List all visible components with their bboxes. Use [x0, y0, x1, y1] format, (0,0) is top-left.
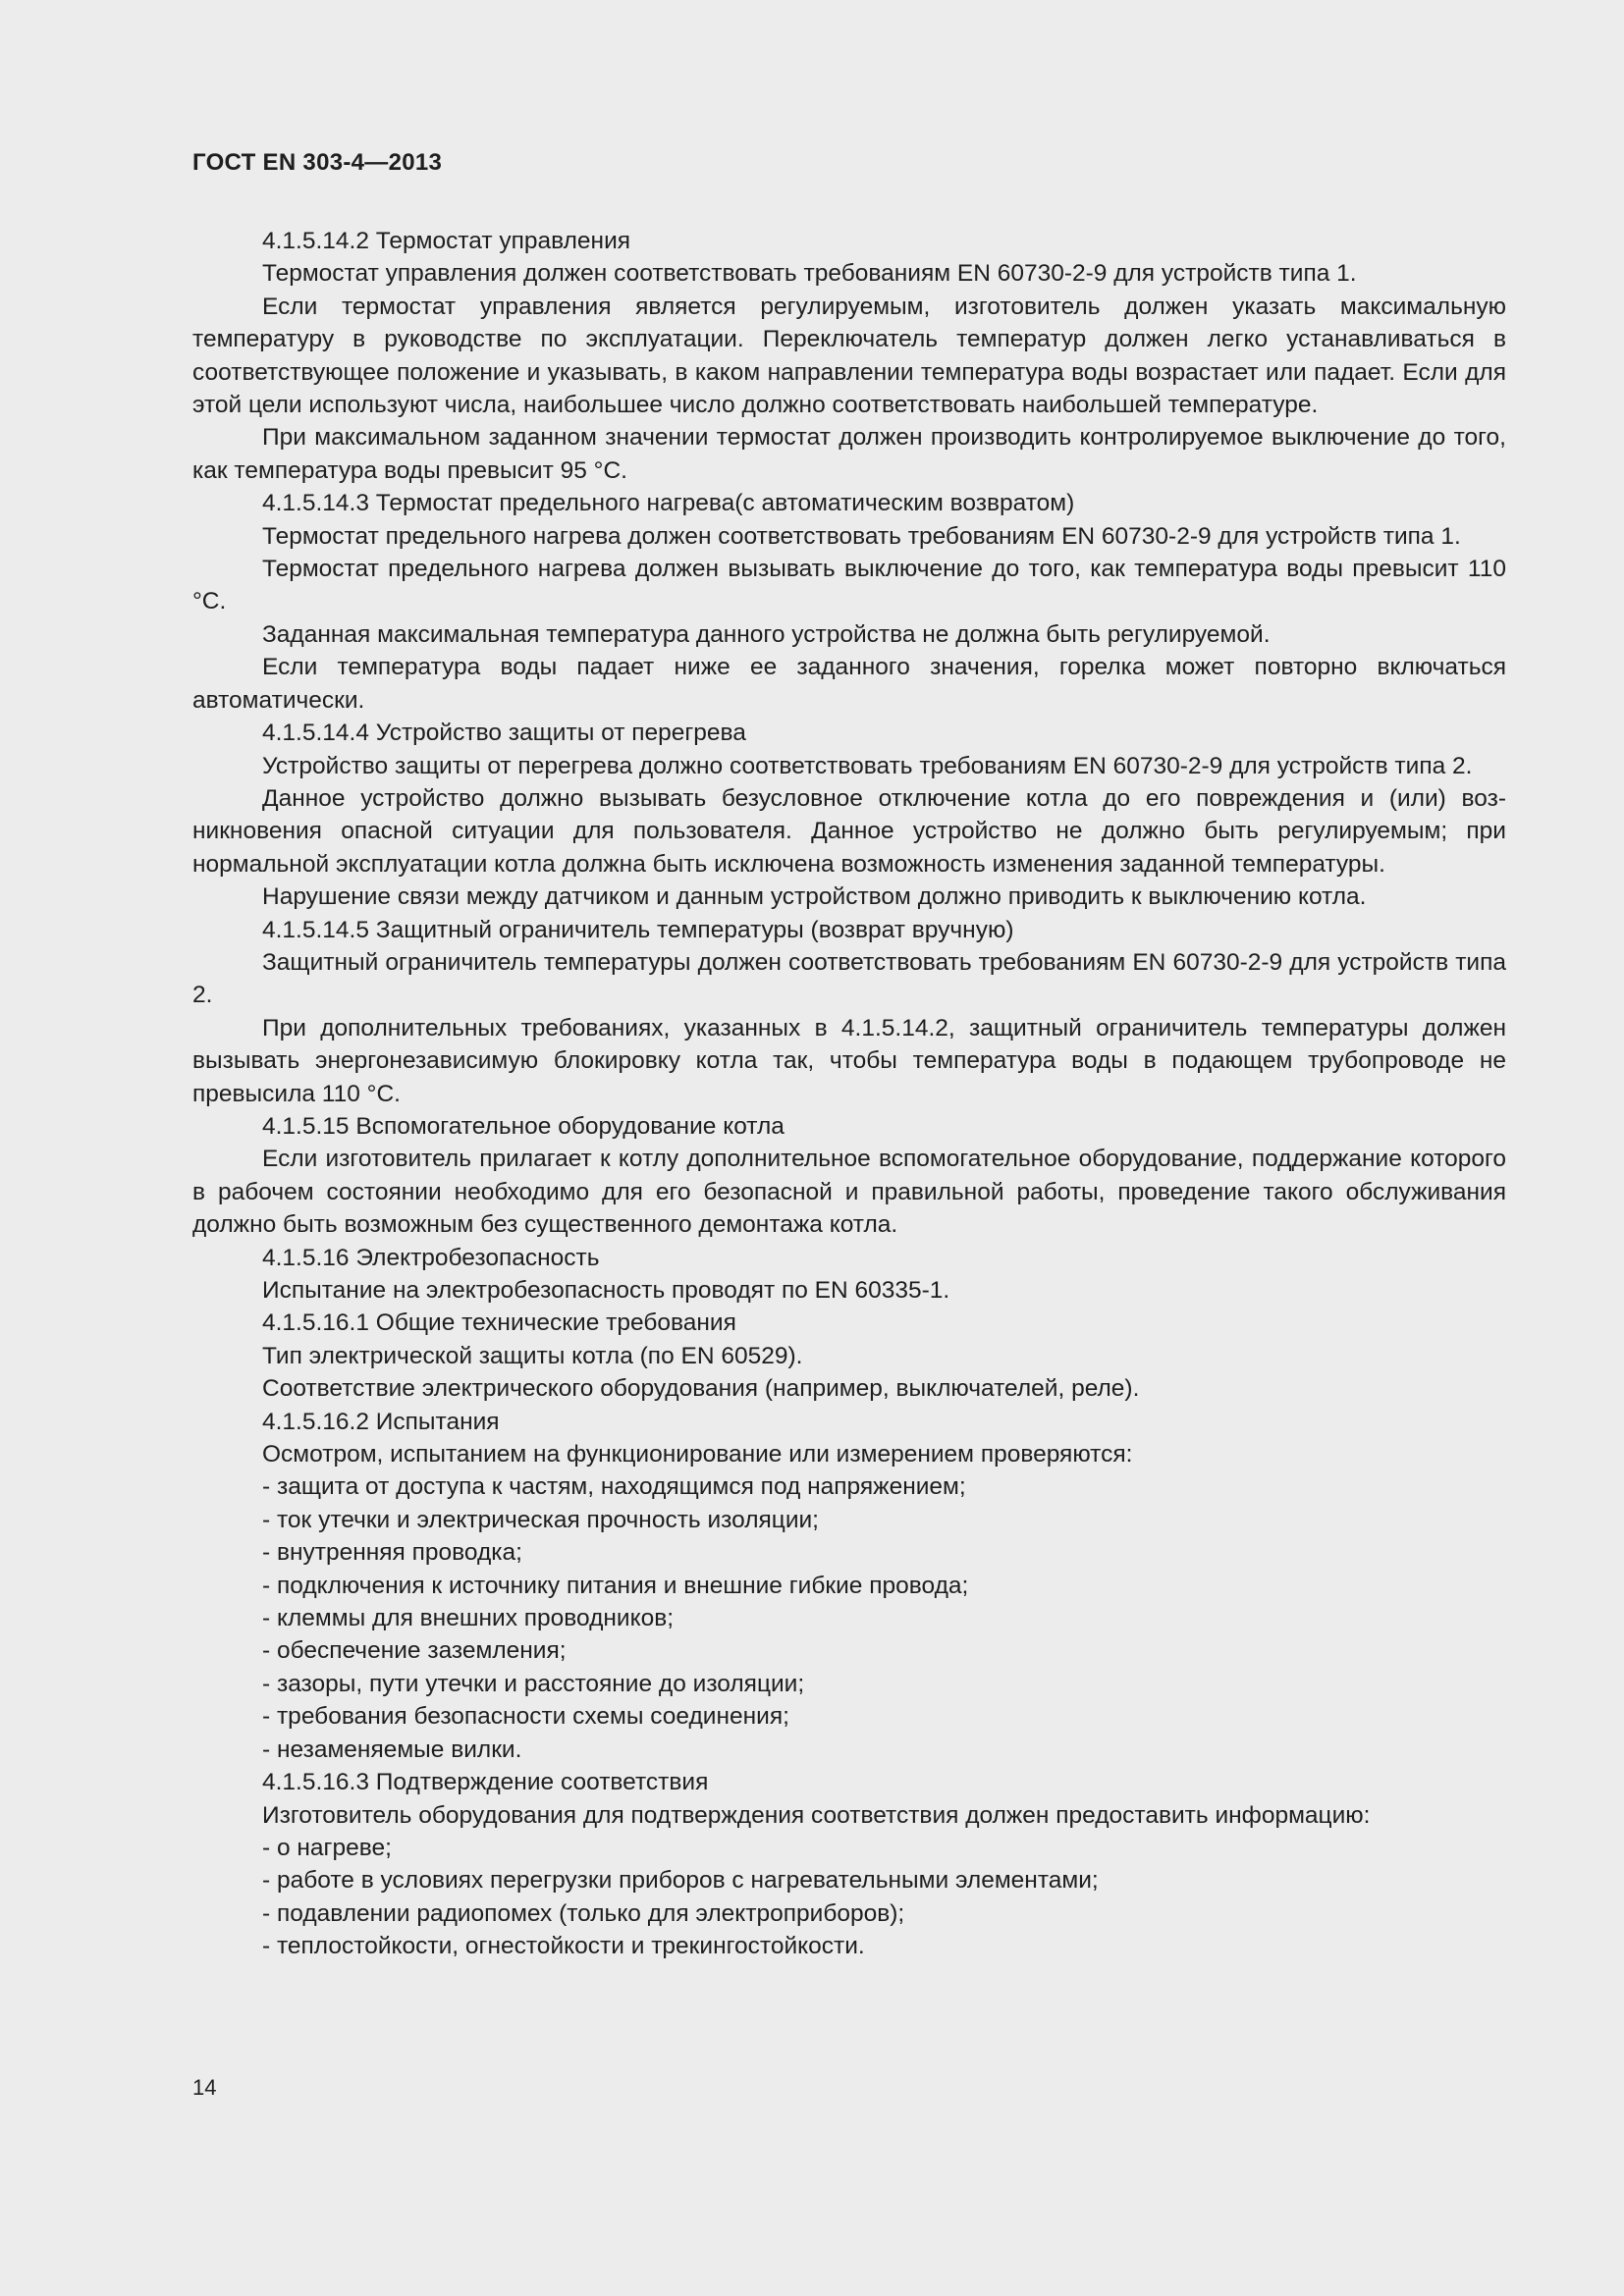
- paragraph: При дополнительных требованиях, указанных в 4.1.5.14.2, защитный ограничитель температуры должен вызывать энергонезависимую блокировку котла так, чтобы температура воды в подающем трубопроводе не превысила 110 °С.: [192, 1014, 1506, 1107]
- list-item: - внутренняя проводка;: [262, 1539, 522, 1567]
- paragraph: Соответствие электрического оборудования (например, выключателей, реле).: [262, 1375, 1140, 1403]
- paragraph: Заданная максимальная температура данного устройства не должна быть регулируемой.: [262, 620, 1271, 648]
- document-body: [192, 225, 1506, 1963]
- list-item: - клеммы для внешних проводников;: [262, 1605, 675, 1632]
- list-item: - теплостойкости, огнестойкости и трекингостойкости.: [262, 1933, 865, 1960]
- paragraph: Изготовитель оборудования для подтверждения соответствия должен предоставить информацию:: [262, 1801, 1371, 1829]
- paragraph: Тип электрической защиты котла (по EN 60529).: [262, 1342, 803, 1369]
- paragraph: При максимальном заданном значении термостат должен производить контролируемое выключение до того, как температура воды превысит 95 °С.: [192, 424, 1506, 484]
- paragraph: Если температура воды падает ниже ее заданного значения, горелка может повторно включаться автоматически.: [192, 654, 1506, 714]
- paragraph: Испытание на электробезопасность проводят по EN 60335-1.: [262, 1277, 950, 1304]
- paragraph: Осмотром, испытанием на функционирование или измерением проверяются:: [262, 1441, 1133, 1468]
- list-item: - подключения к источнику питания и внешние гибкие провода;: [262, 1572, 969, 1599]
- list-item: - защита от доступа к частям, находящимся под напряжением;: [262, 1473, 966, 1501]
- list-item: - о нагреве;: [262, 1834, 392, 1861]
- list-item: - подавлении радиопомех (только для электроприборов);: [262, 1899, 905, 1927]
- paragraph: Если термостат управления является регулируемым, изготовитель должен указать максимальную температуру в руководстве по эксплуатации. Переключатель температур должен легко устанавливаться в соответствующее положение и указывать, в каком направлении температура воды возрастает или падает. Если для этой цели используют числа, наибольшее число должно соответствовать наибольшей температуре.: [192, 293, 1506, 419]
- section-heading: 4.1.5.16.2 Испытания: [262, 1408, 500, 1435]
- paragraph: Нарушение связи между датчиком и данным устройством должно приводить к выключению котла.: [262, 883, 1367, 911]
- paragraph: Термостат предельного нагрева должен соответствовать требованиям EN 60730-2-9 для устройств типа 1.: [262, 522, 1461, 550]
- paragraph: Защитный ограничитель температуры должен соответствовать требованиям EN 60730-2-9 для устройств типа 2.: [192, 948, 1506, 1009]
- section-heading: 4.1.5.14.2 Термостат управления: [262, 228, 631, 254]
- section-heading: 4.1.5.14.5 Защитный ограничитель температуры (возврат вручную): [262, 916, 1014, 943]
- list-item: - обеспечение заземления;: [262, 1637, 567, 1665]
- section-heading: 4.1.5.14.3 Термостат предельного нагрева(с автоматическим возвратом): [262, 490, 1075, 517]
- paragraph: Данное устройство должно вызывать безусловное отключение котла до его повреждения и (или) возникновения опасной ситуации для пользователя. Данное устройство не должно быть регулируемым; при нормальной эксплуатации котла должна быть исключена возможность изменения заданной температуры.: [192, 784, 1506, 878]
- paragraph: Устройство защиты от перегрева должно соответствовать требованиям EN 60730-2-9 для устройств типа 2.: [262, 752, 1473, 779]
- list-item: - ток утечки и электрическая прочность изоляции;: [262, 1506, 819, 1533]
- list-item: - работе в условиях перегрузки приборов с нагревательными элементами;: [262, 1867, 1099, 1895]
- list-item: - незаменяемые вилки.: [262, 1735, 522, 1763]
- section-heading: 4.1.5.15 Вспомогательное оборудование котла: [262, 1112, 785, 1140]
- paragraph: Термостат предельного нагрева должен вызывать выключение до того, как температура воды превысит 110 °С.: [192, 556, 1506, 615]
- section-heading: 4.1.5.16 Электробезопасность: [262, 1244, 600, 1271]
- list-item: - зазоры, пути утечки и расстояние до изоляции;: [262, 1670, 805, 1697]
- paragraph: Термостат управления должен соответствовать требованиям EN 60730-2-9 для устройств типа 1.: [262, 260, 1357, 288]
- section-heading: 4.1.5.16.3 Подтверждение соответствия: [262, 1769, 709, 1796]
- section-heading: 4.1.5.16.1 Общие технические требования: [262, 1309, 736, 1337]
- section-heading: 4.1.5.14.4 Устройство защиты от перегрева: [262, 720, 746, 747]
- paragraph: Если изготовитель прилагает к котлу дополнительное вспомогательное оборудование, поддержание которого в рабочем состоянии необходимо для его безопасной и правильной работы, проведение такого обслуживания должно быть возможным без существенного демонтажа котла.: [192, 1146, 1506, 1239]
- list-item: - требования безопасности схемы соединения;: [262, 1703, 789, 1731]
- document-header: ГОСТ EN 303-4—2013: [192, 149, 443, 176]
- page-number: 14: [192, 2075, 217, 2100]
